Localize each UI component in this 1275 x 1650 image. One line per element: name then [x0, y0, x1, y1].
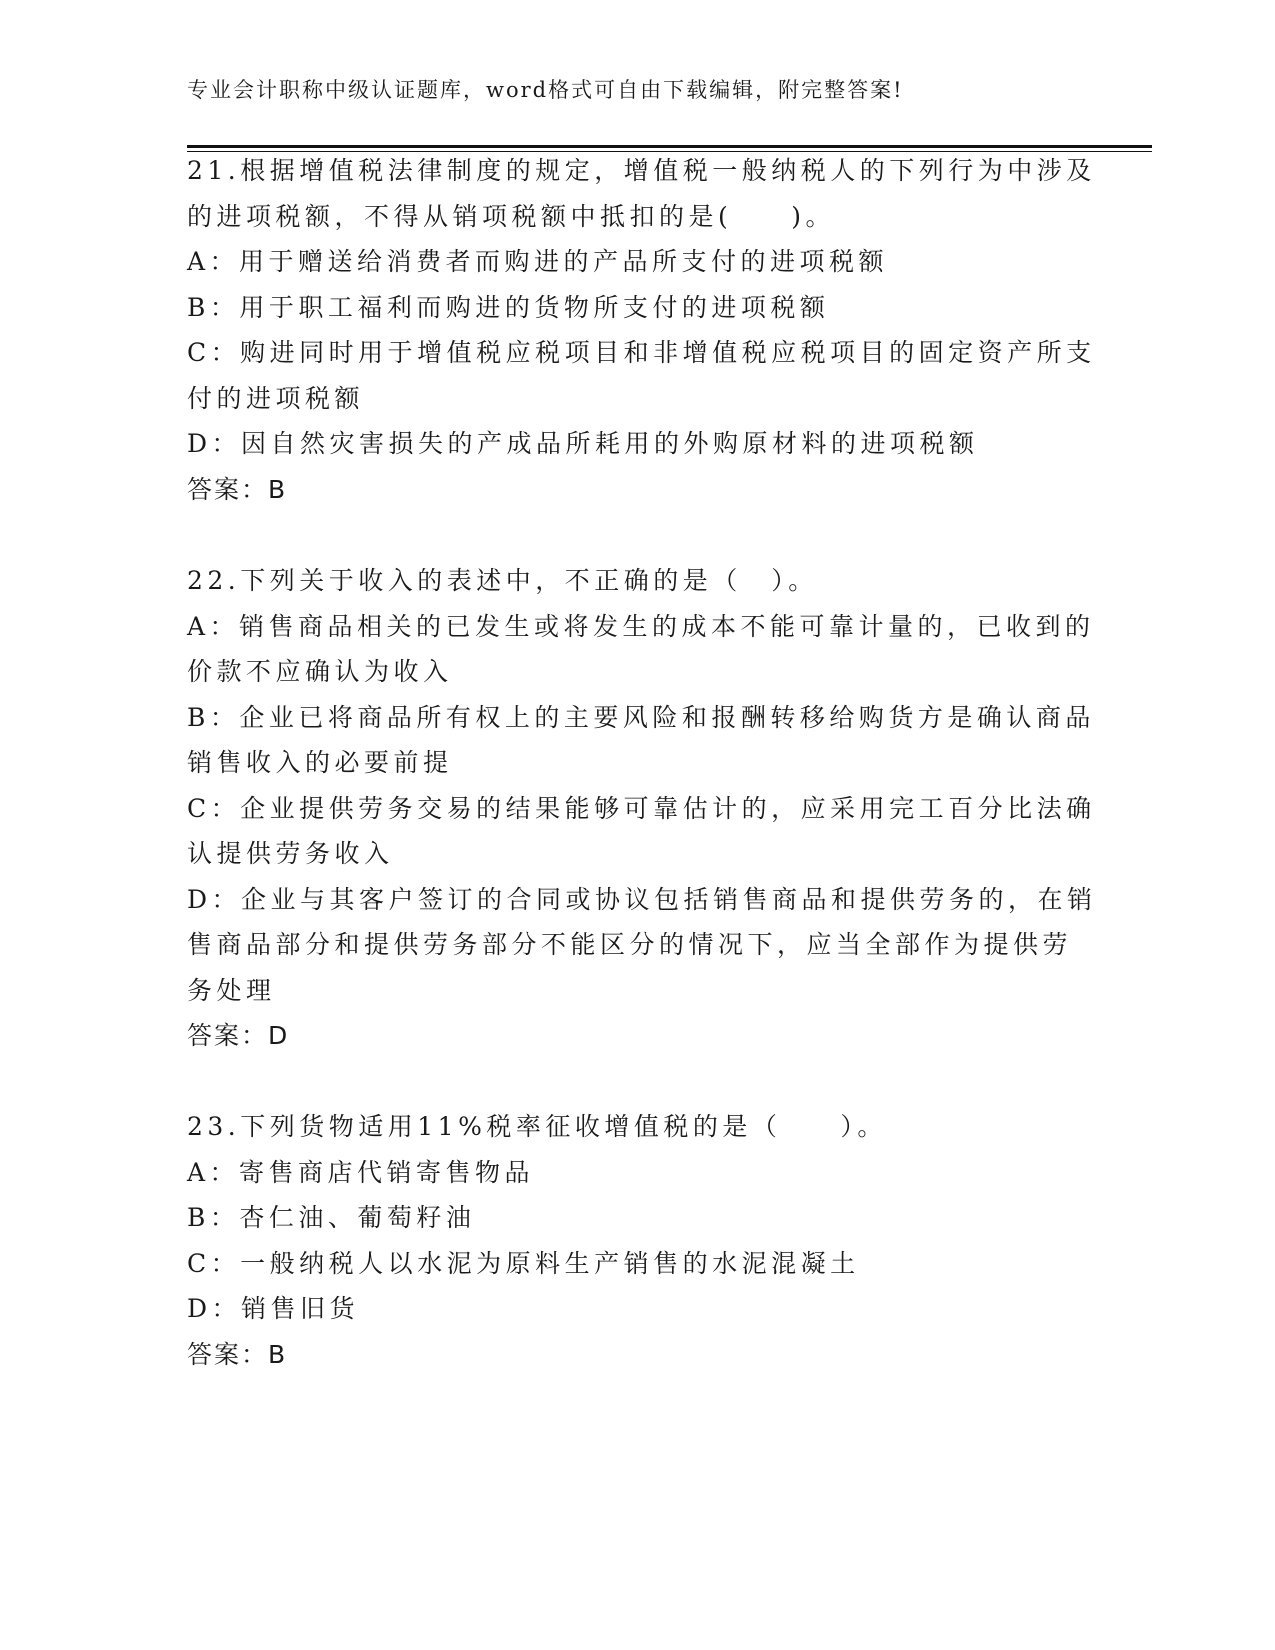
- answer: 答案：D: [187, 1021, 290, 1050]
- answer: 答案：B: [187, 1339, 288, 1369]
- question-stem-line: 的进项税额，不得从销项税额中抵扣的是( )。: [187, 201, 836, 231]
- option-c-continued: 付的进项税额: [187, 383, 365, 413]
- option-b-continued: 销售收入的必要前提: [187, 748, 453, 777]
- question-23: [187, 1104, 1087, 1377]
- option-b: B：企业已将商品所有权上的主要风险和报酬转移给购货方是确认商品: [187, 702, 1095, 732]
- option-c: C：购进同时用于增值税应税项目和非增值税应税项目的固定资产所支: [187, 338, 1096, 367]
- option-d: D：销售旧货: [187, 1294, 360, 1323]
- option-c: C：一般纳税人以水泥为原料生产销售的水泥混凝土: [187, 1248, 860, 1278]
- question-stem-line: 23.下列货物适用11%税率征收增值税的是（ ）。: [187, 1112, 887, 1141]
- option-b: B：用于职工福利而购进的货物所支付的进项税额: [187, 292, 830, 322]
- question-stem-line: 22.下列关于收入的表述中，不正确的是（ ）。: [187, 566, 818, 595]
- option-a: A：销售商品相关的已发生或将发生的成本不能可靠计量的，已收到的: [187, 611, 1095, 641]
- option-a: A：寄售商店代销寄售物品: [187, 1157, 535, 1187]
- option-a: A：用于赠送给消费者而购进的产品所支付的进项税额: [187, 247, 889, 276]
- option-b: B：杏仁油、葡萄籽油: [187, 1203, 476, 1232]
- answer: 答案：B: [187, 474, 288, 504]
- option-d-continued: 务处理: [187, 975, 276, 1005]
- question-stem-line: 21.根据增值税法律制度的规定，增值税一般纳税人的下列行为中涉及: [187, 156, 1096, 185]
- question-21: [187, 148, 1096, 512]
- option-a-continued: 价款不应确认为收入: [187, 657, 453, 686]
- option-d: D：因自然灾害损失的产成品所耗用的外购原材料的进项税额: [187, 429, 979, 458]
- question-22: [187, 558, 1097, 1059]
- page-header: 专业会计职称中级认证题库，word格式可自由下载编辑，附完整答案!: [187, 78, 904, 102]
- option-c-continued: 认提供劳务收入: [187, 839, 394, 868]
- option-d: D：企业与其客户签订的合同或协议包括销售商品和提供劳务的，在销: [187, 884, 1097, 914]
- option-c: C：企业提供劳务交易的结果能够可靠估计的，应采用完工百分比法确: [187, 793, 1096, 823]
- option-d-continued: 售商品部分和提供劳务部分不能区分的情况下，应当全部作为提供劳: [187, 930, 1073, 959]
